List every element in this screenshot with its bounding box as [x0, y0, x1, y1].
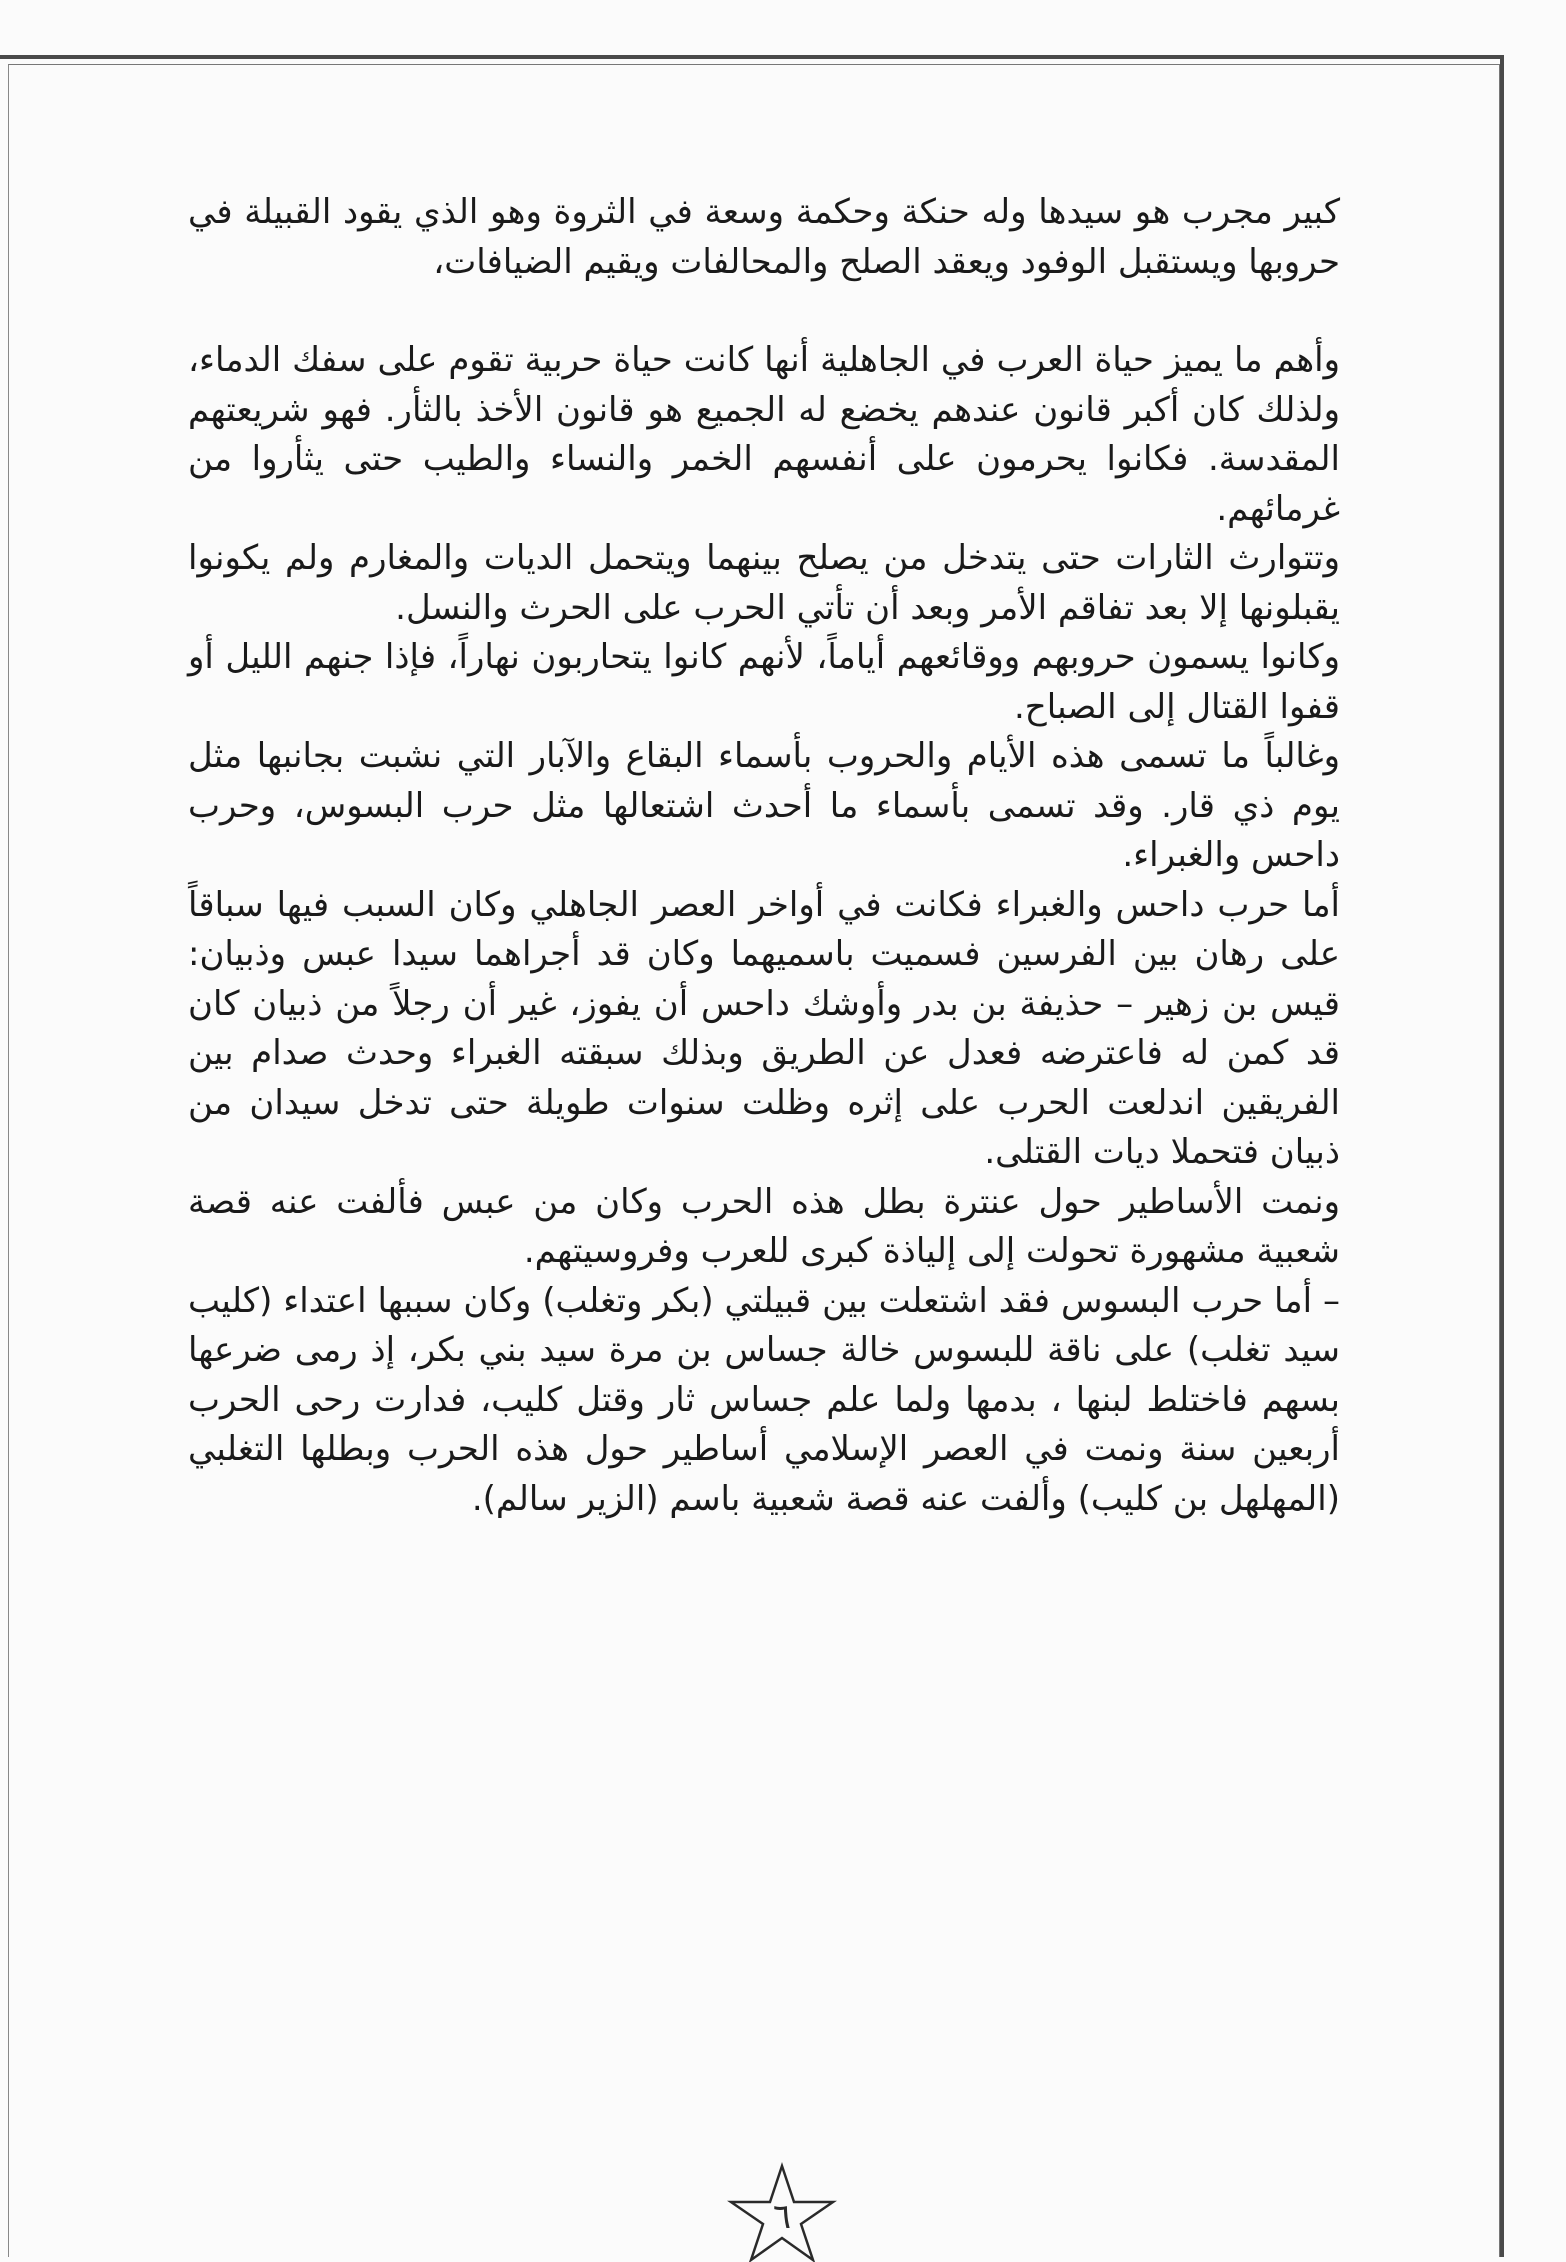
paragraph-inherited-feuds: وتتوارث الثارات حتى يتدخل من يصلح بينهما ويتحمل الديات والمغارم ولم يكونوا يقبلونها إلا بعد تفاقم الأمر وبعد أن تأتي الحرب على الحرث والنسل. [188, 538, 1340, 628]
paragraph-tribal-chief: كبير مجرب هو سيدها وله حنكة وحكمة وسعة في الثروة وهو الذي يقود القبيلة في حروبها ويستقبل الوفود ويعقد الصلح والمحالفات ويقيم الضيافات، [188, 192, 1340, 282]
paragraph-antarah: ونمت الأساطير حول عنترة بطل هذه الحرب وكان من عبس فألفت عنه قصة شعبية مشهورة تحولت إلى إلياذة كبرى للعرب وفروسيتهم. [188, 1181, 1340, 1271]
paragraph-dahis-ghabra: أما حرب داحس والغبراء فكانت في أواخر العصر الجاهلي وكان السبب فيها سباقاً على رهان بين الفرسين فسميت باسميهما وكان قد أجراهما سيدا عبس وذبيان: قيس بن زهير – حذيفة بن بدر وأوشك داحس أن يفوز، غير أن رجلاً من ذبيان كان قد كمن له فاعترضه فعدل عن الطريق وبذلك سبقته الغبراء وحدث صدام بين الفريقين اندلعت الحرب على إثره وظلت سنوات طويلة حتى تدخل سيدان من ذبيان فتحملا ديات القتلى. [188, 884, 1340, 1172]
page-number: ٦ [772, 2197, 792, 2237]
paragraph-basus: – أما حرب البسوس فقد اشتعلت بين قبيلتي (بكر وتغلب) وكان سببها اعتداء (كليب سيد تغلب) على ناقة للبسوس خالة جساس بن مرة سيد بني بكر، إذ رمى ضرعها بسهم فاختلط لبنها ، بدمها ولما علم جساس ثار وقتل كليب، فدارت رحى الحرب أربعين سنة ونمت في العصر الإسلامي أساطير حول هذه الحرب وبطلها التغلبي (المهلهل بن كليب) وألفت عنه قصة شعبية باسم (الزير سالم). [188, 1280, 1340, 1519]
paragraph-warfare-vengeance: وأهم ما يميز حياة العرب في الجاهلية أنها كانت حياة حربية تقوم على سفك الدماء، ولذلك كان أكبر قانون عندهم يخضع له الجميع هو قانون الأخذ بالثأر. فهو شريعتهم المقدسة. فكانوا يحرمون على أنفسهم الخمر والنساء والطيب حتى يثأروا من غرمائهم. [188, 340, 1340, 529]
paragraph-days-of-arabs: وكانوا يسمون حروبهم ووقائعهم أياماً، لأنهم كانوا يتحاربون نهاراً، فإذا جنهم الليل أو قفوا القتال إلى الصباح. [188, 637, 1340, 727]
paragraph-war-names: وغالباً ما تسمى هذه الأيام والحروب بأسماء البقاع والآبار التي نشبت بجانبها مثل يوم ذي قار. وقد تسمى بأسماء ما أحدث اشتعالها مثل حرب البسوس، وحرب داحس والغبراء. [188, 736, 1340, 875]
document-body [188, 188, 1340, 1524]
